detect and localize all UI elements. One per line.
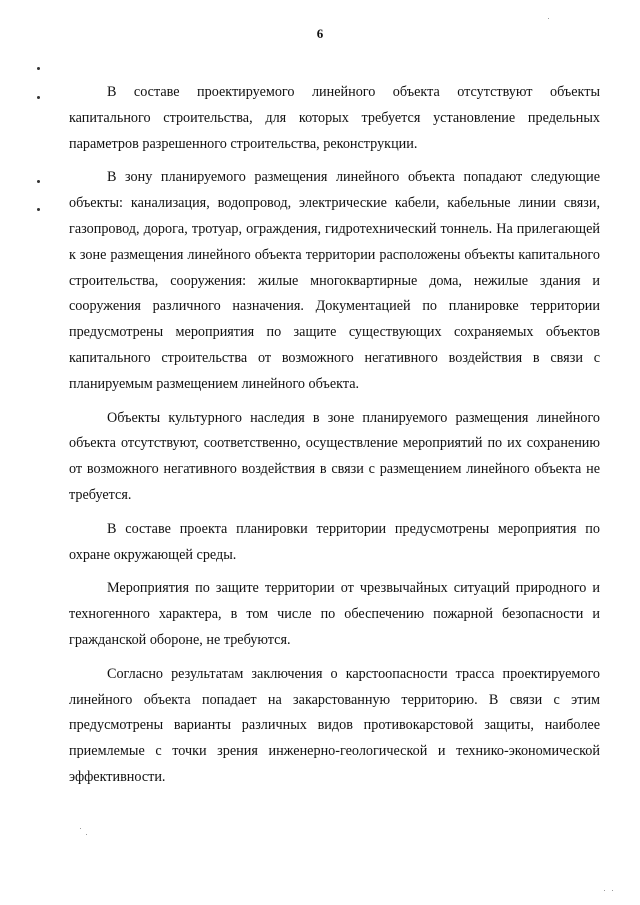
margin-mark xyxy=(37,67,40,70)
document-body xyxy=(69,80,600,791)
paragraph-affected-objects: В зону планируемого размещения линейного объекта попадают следующие объекты: канализация, водопровод, электрические кабели, кабельные линии связи, газопровод, дорога, тротуар, ограждения, гидротехнический тоннель. На прилегающей к зоне размещения линейного объекта территории расположены объекты капитального строительства, сооружения: жилые многоквартирные дома, нежилые здания и сооружения различного назначения. Документацией по планировке территории предусмотрены мероприятия по защите существующих сохраняемых объектов капитального строительства от возможного негативного воздействия в связи с планируемым размещением линейного объекта. xyxy=(69,169,600,392)
page-number: 6 xyxy=(316,26,324,41)
scan-speck xyxy=(612,890,613,891)
scan-speck xyxy=(86,834,87,835)
paragraph-karst-protection: Согласно результатам заключения о карстоопасности трасса проектируемого линейного объекта попадает на закарстованную территорию. В связи с этим предусмотрены варианты различных видов противокарстовой защиты, наиболее приемлемые с точки зрения инженерно-геологической и технико-экономической эффективности. xyxy=(69,665,600,785)
margin-mark xyxy=(37,180,40,183)
margin-mark xyxy=(37,96,40,99)
paragraph-cultural-heritage: Объекты культурного наследия в зоне планируемого размещения линейного объекта отсутствуют, соответственно, осуществление мероприятий по их сохранению от возможного негативного воздействия в связи с размещением линейного объекта не требуется. xyxy=(69,409,600,503)
scan-speck xyxy=(604,890,605,891)
paragraph-emergency-protection: Мероприятия по защите территории от чрезвычайных ситуаций природного и техногенного характера, в том числе по обеспечению пожарной безопасности и гражданской обороне, не требуются. xyxy=(69,580,600,648)
paragraph-no-capital-objects: В составе проектируемого линейного объекта отсутствуют объекты капитального строительства, для которых требуется установление предельных параметров разрешенного строительства, реконструкции. xyxy=(69,84,600,152)
paragraph-environment-protection: В составе проекта планировки территории предусмотрены мероприятия по охране окружающей среды. xyxy=(69,520,600,563)
scan-speck xyxy=(548,18,549,19)
margin-mark xyxy=(37,208,40,211)
scan-speck xyxy=(80,828,81,829)
